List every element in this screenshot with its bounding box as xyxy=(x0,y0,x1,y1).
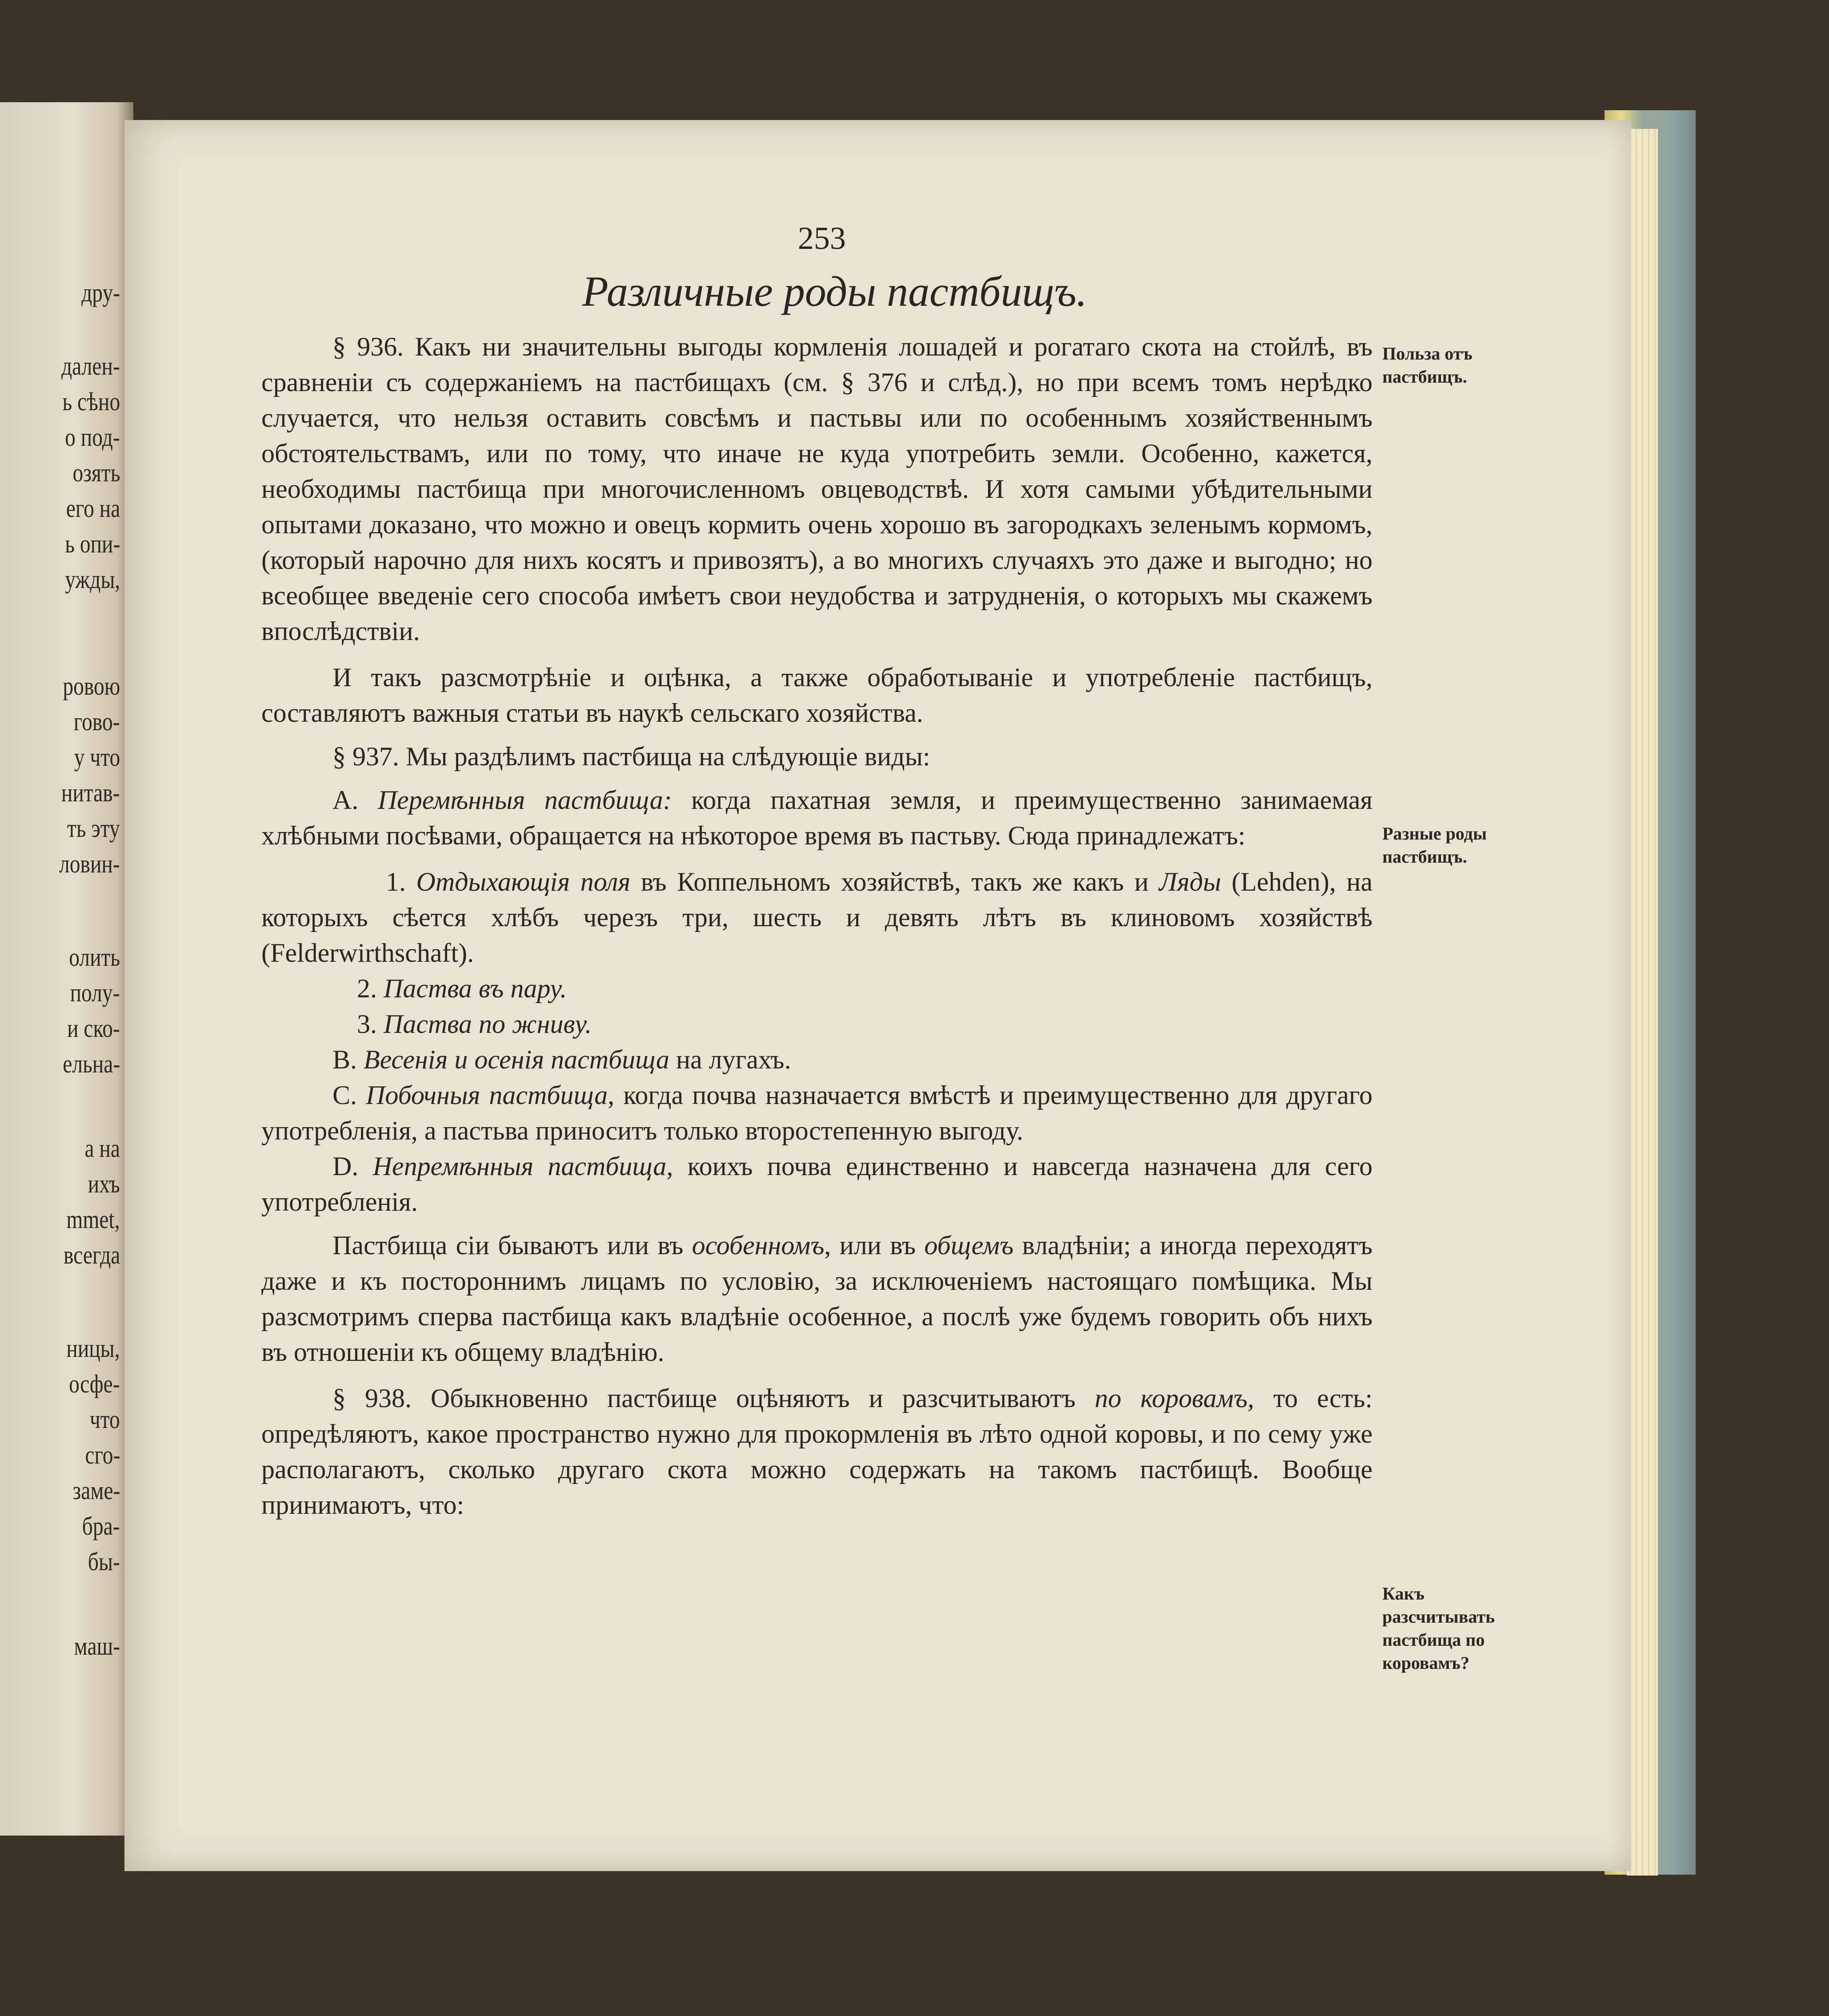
body-text xyxy=(261,329,1373,1523)
left-fragment: бы- xyxy=(88,1547,120,1576)
item-1-text-b: (Lehden), на которыхъ сѣется хлѣбъ черезъ три, шесть и девять лѣтъ въ клиновомъ хозяйствѣ (Felderwirthschaft). xyxy=(261,867,1373,968)
p938-text-b: то есть: опредѣляютъ, какое пространство нужно для прокормленія въ лѣто одной коровы, и по сему уже располагаютъ, сколько другаго скота можно содержать на такомъ пастбищѣ. Вообще принимаютъ, что: xyxy=(261,1384,1373,1520)
item-1-label: 1. xyxy=(386,867,406,896)
item-2-label: 2. xyxy=(357,974,377,1003)
left-fragment: у что xyxy=(74,743,120,772)
left-fragment: маш- xyxy=(74,1632,120,1660)
ownership-term-2: общемъ xyxy=(924,1231,1014,1260)
item-2 xyxy=(261,971,1373,1006)
section-a xyxy=(261,782,1373,853)
left-fragment: дален- xyxy=(61,352,120,380)
section-b xyxy=(261,1042,1373,1077)
left-fragment: полу- xyxy=(70,978,120,1007)
item-1-term: Отдыхающія поля xyxy=(416,867,631,896)
section-c-term: Побочныя пастбища xyxy=(366,1080,608,1110)
left-fragment: ь опи- xyxy=(64,529,120,558)
ownership-text-c: владѣніи; а иногда переходятъ даже и къ постороннимъ лицамъ по условію, за исключеніемъ настоящаго помѣщика. Мы разсмотримъ сперва пастбища какъ владѣніе особенное, а послѣ уже будемъ говорить объ нихъ въ отношеніи къ общему владѣнію. xyxy=(261,1231,1373,1367)
section-b-term: Весенія и осенія пастбища xyxy=(364,1045,670,1074)
left-fragment: его на xyxy=(66,494,120,523)
page-stack-edge xyxy=(1627,129,1658,1876)
ownership-text-a: Пастбища сіи бываютъ или въ xyxy=(332,1231,684,1260)
left-fragment: олить xyxy=(69,943,120,972)
section-a-label: А. xyxy=(332,785,359,815)
left-fragment: дру- xyxy=(81,278,120,307)
paragraph-936-continued: И такъ разсмотрѣніе и оцѣнка, а также обработываніе и употребленіе пастбищъ, составляютъ важныя статьи въ наукѣ сельскаго хозяйства. xyxy=(261,663,1373,728)
section-d-text: коихъ почва единственно и навсегда назначена для сего употребленія. xyxy=(261,1152,1373,1216)
left-fragment: ь сѣно xyxy=(62,387,120,416)
item-1-term-2: Ляды xyxy=(1159,867,1221,896)
left-fragment: ницы, xyxy=(66,1334,120,1363)
left-fragment: и ско- xyxy=(67,1014,120,1043)
p938-text-a: § 938. Обыкновенно пастбище оцѣняютъ и разсчитываютъ xyxy=(332,1384,1076,1413)
left-fragment: заме- xyxy=(72,1476,120,1505)
left-fragment: ть эту xyxy=(67,814,120,843)
ownership-term-1: особенномъ xyxy=(692,1231,824,1260)
left-fragment: бра- xyxy=(82,1512,120,1540)
left-fragment: ловин- xyxy=(59,849,120,878)
left-facing-page xyxy=(0,102,133,1836)
section-b-text: на лугахъ. xyxy=(676,1045,791,1074)
item-3-label: 3. xyxy=(357,1009,377,1039)
margin-note-benefit: Польза отъ пастбищъ. xyxy=(1382,344,1473,387)
left-fragment: ровою xyxy=(62,672,120,700)
left-fragment: ихъ xyxy=(88,1169,120,1198)
left-fragment: нитав- xyxy=(61,778,120,807)
left-fragment: что xyxy=(90,1405,120,1434)
left-fragment: о под- xyxy=(65,423,120,452)
section-d-term: Непремѣнныя пастбища, xyxy=(372,1152,673,1181)
margin-note-kinds: Разные роды пастбищъ. xyxy=(1382,824,1487,867)
margin-note-cows: Какъ разсчитывать пастбища по коровамъ? xyxy=(1382,1584,1495,1673)
paragraph-ownership xyxy=(261,1228,1373,1370)
section-a-term: Перемѣнныя пастбища: xyxy=(377,785,672,815)
section-c xyxy=(261,1077,1373,1148)
section-c-text: , когда почва назначается вмѣстѣ и преимущественно для другаго употребленія, а пастьва приноситъ только второстепенную выгоду. xyxy=(261,1080,1373,1145)
ownership-text-b: , или въ xyxy=(824,1231,916,1260)
left-fragment: гово- xyxy=(74,707,120,736)
item-3-term: Паства по жниву. xyxy=(384,1009,592,1039)
item-2-term: Паства въ пару. xyxy=(384,974,567,1003)
page-title: Различные роды пастбищъ. xyxy=(582,268,1087,315)
left-fragment: всегда xyxy=(63,1240,120,1269)
left-fragment: сго- xyxy=(84,1440,120,1469)
p938-term: по коровамъ, xyxy=(1094,1384,1254,1413)
paragraph-936: § 936. Какъ ни значительны выгоды кормленія лошадей и рогатаго скота на стойлѣ, въ сравненіи съ содержаніемъ на пастбищахъ (см. § 376 и слѣд.), но при всемъ томъ нерѣдко случается, что нельзя оставить совсѣмъ и пастьвы или по особеннымъ хозяйственнымъ обстоятельствамъ, или по тому, что иначе не куда употребить земли. Особенно, кажется, необходимы пастбища при многочисленномъ овцеводствѣ. И хотя самыми убѣдительными опытами доказано, что можно и овецъ кормить очень хорошо въ загородкахъ зеленымъ кормомъ, (который нарочно для нихъ косятъ и привозятъ), а во многихъ случаяхъ это даже и выгодно; но всеобщее введеніе сего способа имѣетъ свои неудобства и затрудненія, о которыхъ мы скажемъ впослѣдствіи. xyxy=(261,332,1373,646)
section-d xyxy=(261,1148,1373,1220)
left-fragment: осфе- xyxy=(69,1369,120,1398)
section-a-text: когда пахатная земля, и преимущественно занимаемая хлѣбными посѣвами, обращается на нѣкоторое время въ пастьву. Сюда принадлежатъ: xyxy=(261,785,1373,850)
item-1-text-a: въ Коппельномъ хозяйствѣ, такъ же какъ и xyxy=(640,867,1149,896)
left-fragment: mmet, xyxy=(66,1205,120,1234)
left-fragment: а на xyxy=(84,1134,120,1163)
item-3 xyxy=(261,1006,1373,1042)
left-fragment: ельна- xyxy=(63,1049,120,1078)
section-d-label: D. xyxy=(332,1152,359,1181)
left-fragment: ужды, xyxy=(64,565,120,594)
section-c-label: С. xyxy=(332,1080,357,1110)
paragraph-938 xyxy=(261,1380,1373,1523)
left-fragment: озять xyxy=(72,458,120,487)
paragraph-937: § 937. Мы раздѣлимъ пастбища на слѣдующіе виды: xyxy=(332,742,930,771)
item-1 xyxy=(261,864,1373,971)
section-b-label: В. xyxy=(332,1045,357,1074)
page-number: 253 xyxy=(798,220,846,256)
